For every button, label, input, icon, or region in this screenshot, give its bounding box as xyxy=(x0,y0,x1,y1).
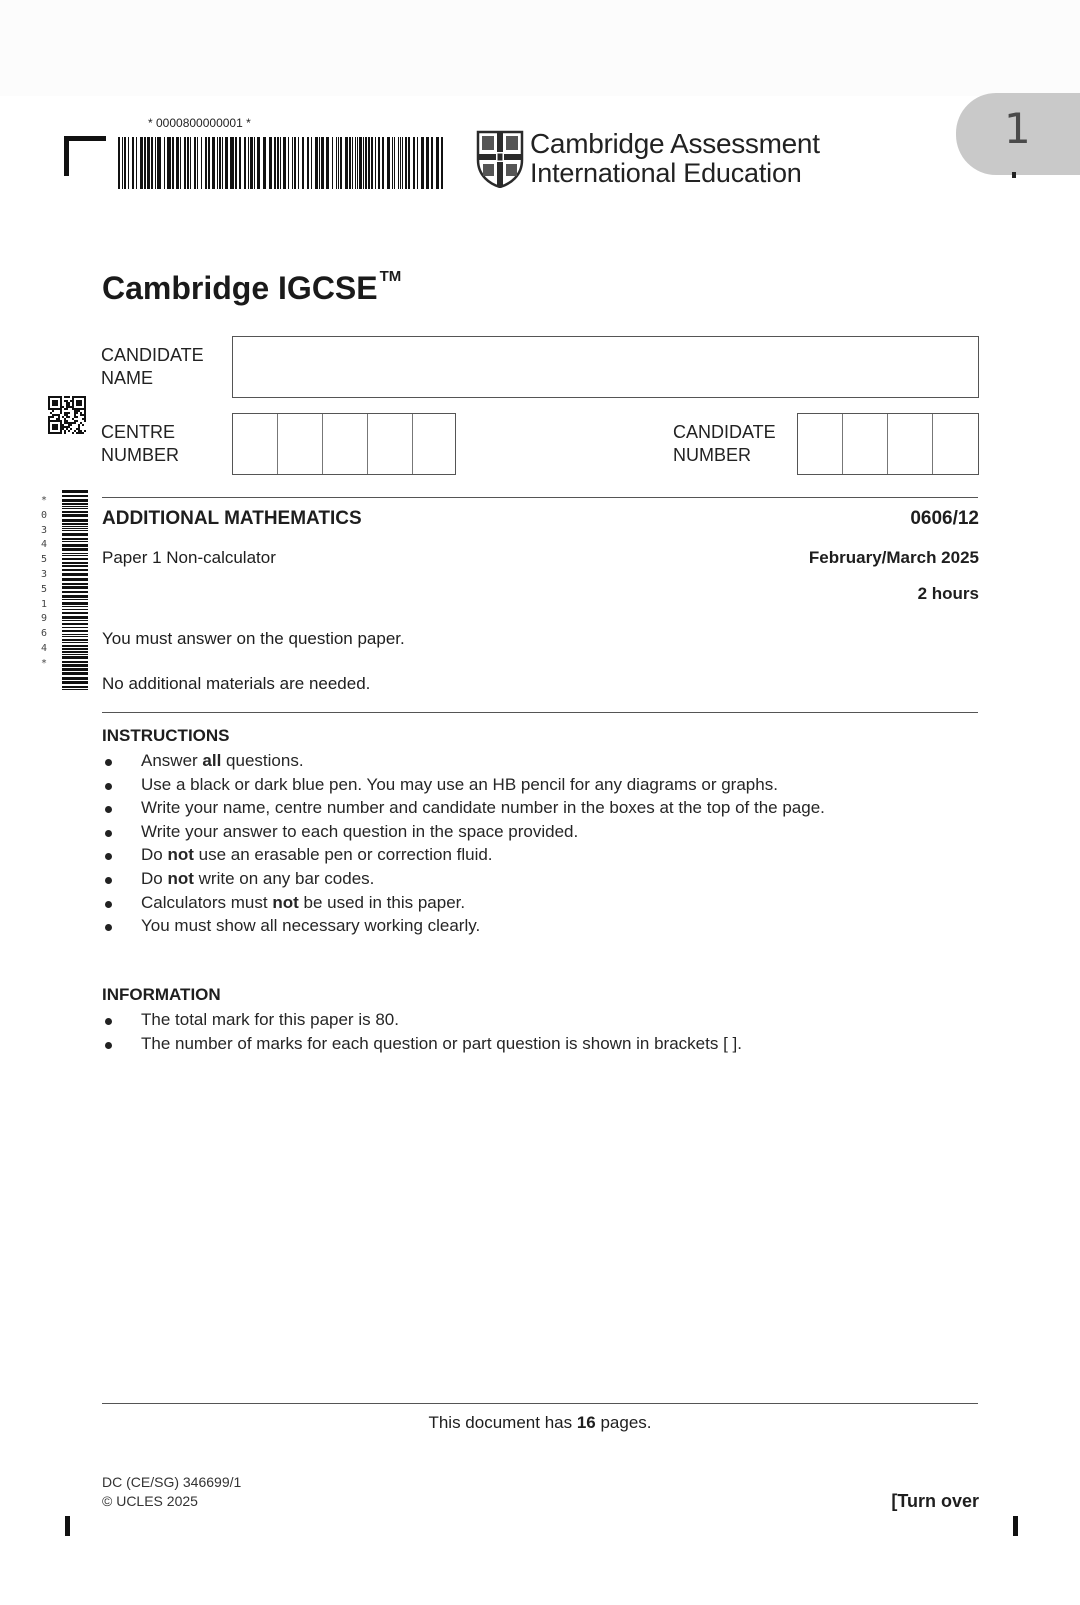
materials-note: No additional materials are needed. xyxy=(102,674,371,693)
registration-tick-left xyxy=(65,1516,70,1536)
top-barcode-icon xyxy=(118,137,446,189)
candidate-number-label-line1: CANDIDATE xyxy=(673,422,776,442)
information-item: The number of marks for each question or part question is shown in brackets [ ]. xyxy=(102,1032,742,1056)
centre-number-digit[interactable] xyxy=(368,414,413,474)
information-heading: INFORMATION xyxy=(102,985,221,1004)
candidate-name-field[interactable] xyxy=(232,336,979,398)
divider xyxy=(102,712,978,713)
qr-code-icon xyxy=(48,396,86,434)
candidate-name-label xyxy=(101,344,204,390)
top-band xyxy=(0,0,1080,96)
centre-number-label-line1: CENTRE xyxy=(101,422,176,442)
candidate-name-label-line2: NAME xyxy=(101,368,154,388)
barcode-number: * 0000800000001 * xyxy=(148,116,251,130)
candidate-number-field[interactable] xyxy=(797,413,979,475)
centre-number-label xyxy=(101,421,179,467)
page-number: 1 xyxy=(1004,104,1031,153)
document-reference: DC (CE/SG) 346699/1 xyxy=(102,1474,242,1490)
copyright: © UCLES 2025 xyxy=(102,1493,198,1509)
instruction-item: Do not use an erasable pen or correction fluid. xyxy=(102,843,825,867)
answer-note: You must answer on the question paper. xyxy=(102,629,405,648)
paper-name: Paper 1 Non-calculator xyxy=(102,548,276,567)
instruction-item: Write your answer to each question in the space provided. xyxy=(102,820,825,844)
candidate-number-digit[interactable] xyxy=(888,414,933,474)
instruction-item: You must show all necessary working clearly. xyxy=(102,914,825,938)
instruction-item: Answer all questions. xyxy=(102,749,825,773)
corner-mark-horizontal xyxy=(64,136,106,141)
instruction-item: Do not write on any bar codes. xyxy=(102,867,825,891)
candidate-number-label-line2: NUMBER xyxy=(673,445,752,465)
centre-number-digit[interactable] xyxy=(233,414,278,474)
pages-text: This document has xyxy=(428,1413,577,1432)
instructions-list xyxy=(102,749,825,938)
side-barcode-icon xyxy=(62,490,88,690)
divider xyxy=(102,1403,978,1404)
page-count-note xyxy=(0,1413,1080,1433)
centre-number-digit[interactable] xyxy=(413,414,454,474)
registration-tick-right xyxy=(1013,1516,1018,1536)
instruction-item: Use a black or dark blue pen. You may use an HB pencil for any diagrams or graphs. xyxy=(102,773,825,797)
instruction-item: Write your name, centre number and candidate number in the boxes at the top of the page. xyxy=(102,796,825,820)
centre-number-label-line2: NUMBER xyxy=(101,445,180,465)
candidate-number-label xyxy=(673,421,776,467)
instruction-item: Calculators must not be used in this paper. xyxy=(102,891,825,915)
trademark: TM xyxy=(379,268,402,286)
pages-text-end: pages. xyxy=(595,1413,652,1432)
side-barcode-digits: * 0 3 4 5 3 5 1 9 6 4 * xyxy=(40,495,48,669)
information-list xyxy=(102,1008,742,1055)
centre-number-field[interactable] xyxy=(232,413,456,475)
information-item: The total mark for this paper is 80. xyxy=(102,1008,742,1032)
logo-line-1: Cambridge Assessment xyxy=(530,128,820,159)
divider xyxy=(102,497,978,498)
candidate-number-digit[interactable] xyxy=(843,414,888,474)
subject-title: ADDITIONAL MATHEMATICS xyxy=(102,508,362,529)
corner-mark-vertical xyxy=(64,136,69,176)
logo-line-2: International Education xyxy=(530,158,802,188)
centre-number-digit[interactable] xyxy=(323,414,368,474)
page-title xyxy=(102,270,401,307)
exam-duration: 2 hours xyxy=(917,584,979,603)
centre-number-digit[interactable] xyxy=(278,414,323,474)
candidate-name-label-line1: CANDIDATE xyxy=(101,345,204,365)
tab-tick-mark xyxy=(1012,172,1016,178)
candidate-number-digit[interactable] xyxy=(798,414,843,474)
instructions-heading: INSTRUCTIONS xyxy=(102,726,230,745)
pages-count: 16 xyxy=(576,1413,596,1432)
syllabus-code: 0606/12 xyxy=(910,508,979,529)
candidate-number-digit[interactable] xyxy=(933,414,977,474)
turn-over-label: [Turn over xyxy=(891,1491,979,1511)
cambridge-shield-icon xyxy=(476,130,524,188)
exam-session: February/March 2025 xyxy=(808,548,979,567)
title-text: Cambridge IGCSE xyxy=(102,270,378,306)
